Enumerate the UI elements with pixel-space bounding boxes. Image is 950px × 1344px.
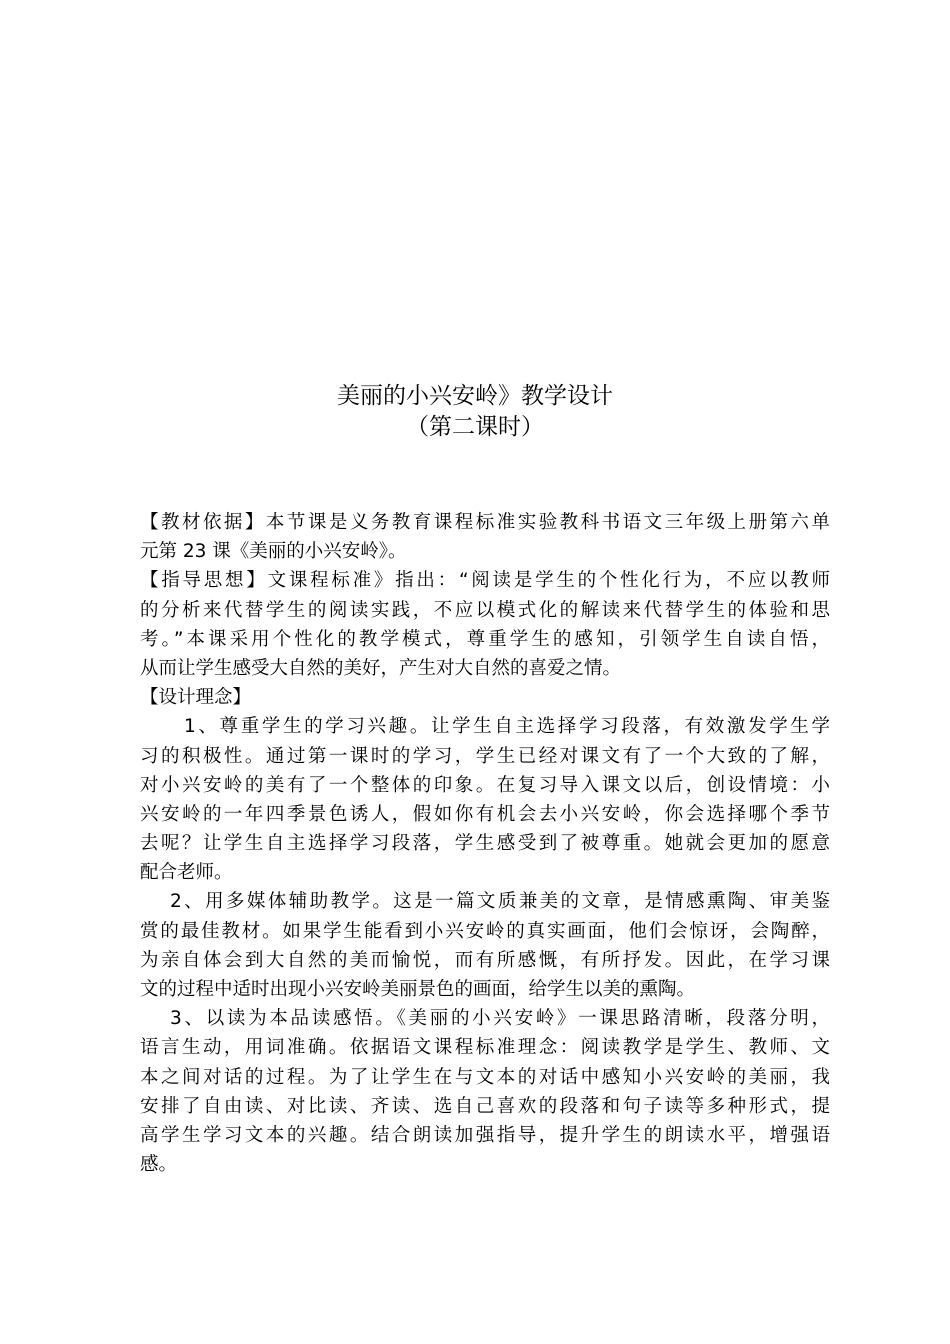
text-line: 从而让学生感受大自然的美好，产生对大自然的喜爱之情。: [140, 657, 622, 679]
text-line: 为亲自体会到大自然的美而愉悦，而有所感慨，有所抒发。因此，在学习课: [140, 949, 830, 971]
document-subtitle: （第二课时）: [406, 414, 544, 440]
text-line: 2、用多媒体辅助教学。这是一篇文质兼美的文章，是情感熏陶、审美鉴: [170, 891, 830, 913]
text-line: 高学生学习文本的兴趣。结合朗读加强指导，提升学生的朗读水平，增强语: [140, 1124, 830, 1146]
text-line: 安排了自由读、对比读、齐读、选自己喜欢的段落和句子读等多种形式，提: [140, 1095, 830, 1117]
text-line: 习的积极性。通过第一课时的学习，学生已经对课文有了一个大致的了解，: [140, 745, 830, 767]
text-line: 语言生动，用词准确。依据语文课程标准理念：阅读教学是学生、教师、文: [140, 1037, 830, 1059]
text-line: 元第 23 课《美丽的小兴安岭》。: [140, 541, 407, 563]
text-line: 感。: [140, 1154, 178, 1176]
text-line: 配合老师。: [140, 862, 233, 884]
text-line: 去呢？让学生自主选择学习段落，学生感受到了被尊重。她就会更加的愿意: [140, 833, 830, 855]
text-line: 文的过程中适时出现小兴安岭美丽景色的画面，给学生以美的熏陶。: [140, 979, 696, 1000]
title-block: [0, 381, 950, 443]
text-line: 3、以读为本品读感悟。《美丽的小兴安岭》一课思路清晰，段落分明，: [170, 1008, 830, 1030]
text-line: 【指导思想】文课程标准》指出：“阅读是学生的个性化行为，不应以教师: [140, 570, 830, 592]
text-line: 【教材依据】本节课是义务教育课程标准实验教科书语文三年级上册第六单: [140, 512, 830, 533]
text-line: 对小兴安岭的美有了一个整体的印象。在复习导入课文以后，创设情境：小: [140, 774, 830, 796]
document-title: 美丽的小兴安岭》教学设计: [337, 383, 613, 409]
section-heading: 【设计理念】: [140, 687, 252, 709]
text-line: 1、尊重学生的学习兴趣。让学生自主选择学习段落，有效激发学生学: [184, 716, 830, 738]
text-line: 的分析来代替学生的阅读实践，不应以模式化的解读来代替学生的体验和思: [140, 599, 830, 621]
text-line: 考。”本课采用个性化的教学模式，尊重学生的感知，引领学生自读自悟，: [140, 628, 830, 650]
text-line: 赏的最佳教材。如果学生能看到小兴安岭的真实画面，他们会惊讶，会陶醉，: [140, 920, 830, 942]
text-line: 本之间对话的过程。为了让学生在与文本的对话中感知小兴安岭的美丽，我: [140, 1066, 830, 1088]
text-line: 兴安岭的一年四季景色诱人，假如你有机会去小兴安岭，你会选择哪个季节: [140, 803, 830, 825]
body-text: [140, 508, 830, 1179]
